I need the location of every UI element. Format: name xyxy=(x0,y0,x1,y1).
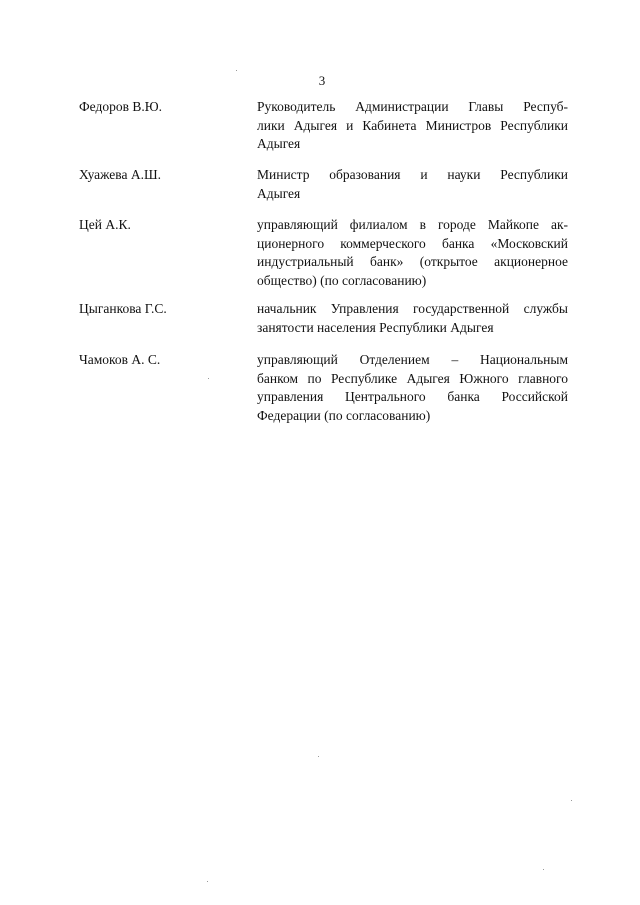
member-name: Федоров В.Ю. xyxy=(79,99,162,114)
position-line: лики Адыгея и Кабинета Министров Республики xyxy=(257,117,568,133)
scan-speck xyxy=(236,70,237,71)
position-line: Адыгея xyxy=(257,136,301,151)
member-name: Цыганкова Г.С. xyxy=(79,301,167,316)
scan-speck xyxy=(207,881,208,882)
position-line: ционерного коммерческого банка «Московский xyxy=(257,235,568,251)
position-line: Министр образования и науки Республики xyxy=(257,167,568,182)
position-line: Федерации (по согласованию) xyxy=(257,407,431,423)
position-line: управляющий Отделением – Национальным xyxy=(257,352,568,367)
position-line: управления Центрального банка Российской xyxy=(257,389,568,404)
member-name: Чамоков А. С. xyxy=(79,352,161,367)
position-line: индустриальный банк» (открытое акционерное xyxy=(257,254,568,269)
scan-speck xyxy=(318,756,319,757)
position-line: банком по Республике Адыгея Южного главного xyxy=(257,370,568,386)
scan-speck xyxy=(208,378,209,379)
scan-speck xyxy=(571,800,572,801)
member-name: Цей А.К. xyxy=(79,217,131,232)
position-line: Адыгея xyxy=(257,185,301,201)
position-line: общество) (по согласованию) xyxy=(257,272,427,288)
member-name: Хуажева А.Ш. xyxy=(79,167,161,182)
page-number: 3 xyxy=(318,73,326,88)
member-position xyxy=(257,98,568,154)
member-position xyxy=(257,351,568,425)
member-position xyxy=(257,216,568,290)
position-line: занятости населения Республики Адыгея xyxy=(257,319,494,335)
position-line: начальник Управления государственной службы xyxy=(257,301,568,316)
scan-speck xyxy=(543,869,544,870)
member-position xyxy=(257,166,568,203)
position-line: Руководитель Администрации Главы Респуб- xyxy=(257,99,568,114)
position-line: управляющий филиалом в городе Майкопе ак- xyxy=(257,217,568,232)
member-position xyxy=(257,300,568,337)
